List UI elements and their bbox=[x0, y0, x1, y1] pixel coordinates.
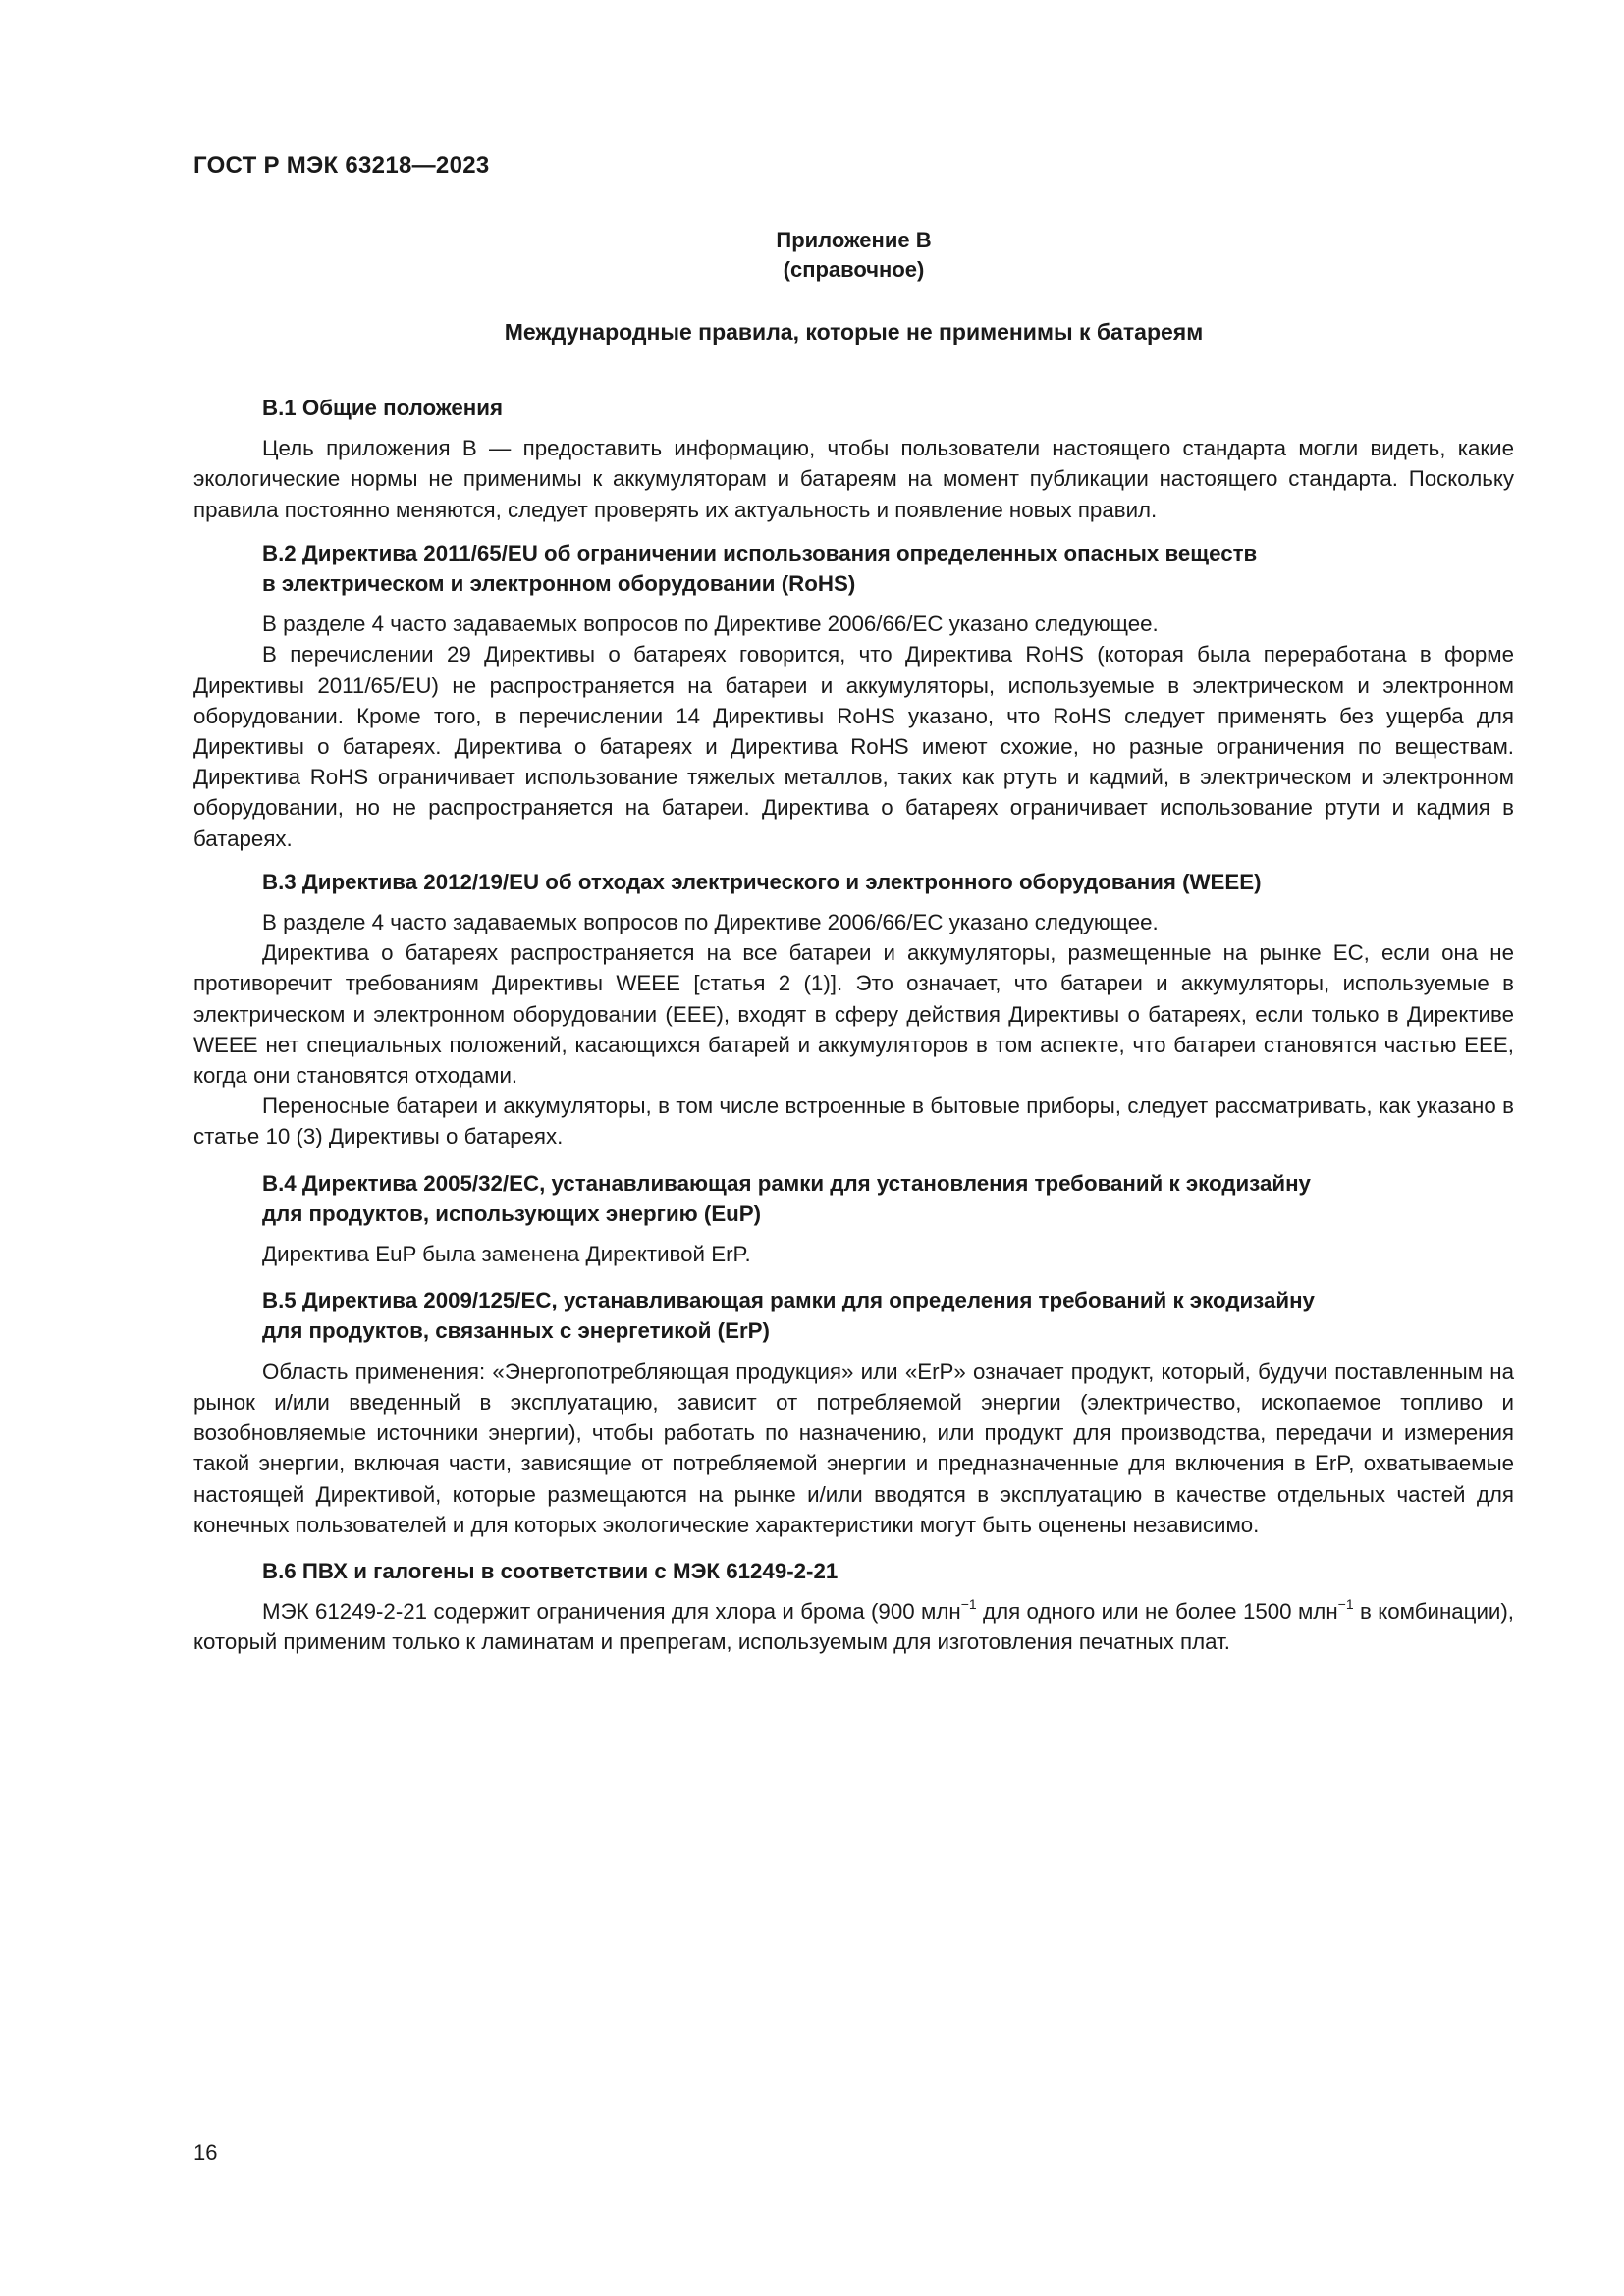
section-title: B.1 Общие положения bbox=[262, 396, 503, 420]
section-b6 bbox=[193, 1556, 1514, 1658]
superscript: −1 bbox=[1337, 1595, 1354, 1612]
page-number: 16 bbox=[193, 2140, 218, 2164]
section-title-line: для продуктов, связанных с энергетикой (ErP) bbox=[262, 1318, 770, 1344]
document-body bbox=[193, 393, 1514, 1658]
annex-status: (справочное) bbox=[783, 257, 925, 282]
section-title-line: B.5 Директива 2009/125/ЕС, устанавливающая рамки для определения требований к экодизайну bbox=[262, 1288, 1315, 1313]
section-title: B.3 Директива 2012/19/EU об отходах электрического и электронного оборудования (WEEE) bbox=[262, 869, 1262, 894]
paragraph: Директива EuP была заменена Директивой ErP. bbox=[262, 1242, 751, 1267]
superscript: −1 bbox=[960, 1595, 977, 1612]
section-title-line: для продуктов, использующих энергию (EuP) bbox=[262, 1201, 762, 1226]
paragraph: В разделе 4 часто задаваемых вопросов по Директиве 2006/66/ЕС указано следующее. bbox=[262, 910, 1159, 935]
annex-title: Международные правила, которые не применимы к батареям bbox=[504, 319, 1204, 345]
annex-label: Приложение B bbox=[776, 228, 932, 252]
paragraph-text: для одного или не более 1500 млн bbox=[976, 1599, 1338, 1625]
paragraph: В перечислении 29 Директивы о батареях говорится, что Директива RoHS (которая была переработана в форме Директивы 2011/65/EU) не распространяется на батареи и аккумуляторы, используемые в электрическом и электронном оборудовании. Кроме того, в перечислении 14 Директивы RoHS указано, что RoHS следует применять без ущерба для Директивы о батареях. Директива о батареях и Директива RoHS имеют схожие, но разные ограничения по веществам. Директива RoHS ограничивает использование тяжелых металлов, таких как ртуть и кадмий, в электрическом и электронном оборудовании, но не распространяется на батареи. Директива о батареях ограничивает использование ртути и кадмия в батареях. bbox=[193, 642, 1514, 851]
paragraph: Цель приложения B — предоставить информацию, чтобы пользователи настоящего стандарта могли видеть, какие экологические нормы не применимы к аккумуляторам и батареям на момент публикации настоящего стандарта. Поскольку правила постоянно меняются, следует проверять их актуальность и появление новых правил. bbox=[193, 436, 1514, 522]
paragraph: Директива о батареях распространяется на все батареи и аккумуляторы, размещенные на рынке ЕС, если она не противоречит требованиям Директивы WEEE [статья 2 (1)]. Это означает, что батареи и аккумуляторы, используемые в электрическом и электронном оборудовании (ЕЕЕ), входят в сферу действия Директивы о батареях, если только в Директиве WEEE нет специальных положений, касающихся батарей и аккумуляторов в том аспекте, что батареи становятся частью ЕЕЕ, когда они становятся отходами. bbox=[193, 940, 1514, 1089]
paragraph: Область применения: «Энергопотребляющая продукция» или «ErP» означает продукт, который, будучи поставленным на рынок и/или введенный в эксплуатацию, зависит от потребляемой энергии (электричество, ископаемое топливо и возобновляемые источники энергии), чтобы работать по назначению, или продукт для производства, передачи и измерения такой энергии, включая части, зависящие от потребляемой энергии и предназначенные для включения в ErP, охватываемые настоящей Директивой, которые размещаются на рынке и/или вводятся в эксплуатацию в качестве отдельных частей для конечных пользователей и для которых экологические характеристики могут быть оценены независимо. bbox=[193, 1359, 1514, 1537]
section-b5 bbox=[193, 1285, 1514, 1540]
section-b4 bbox=[193, 1168, 1514, 1270]
section-b1 bbox=[193, 393, 1514, 525]
section-title-line: B.2 Директива 2011/65/EU об ограничении использования определенных опасных веществ bbox=[262, 540, 1258, 565]
paragraph-text: МЭК 61249-2-21 содержит ограничения для хлора и брома (900 млн bbox=[262, 1599, 961, 1625]
paragraph: Переносные батареи и аккумуляторы, в том числе встроенные в бытовые приборы, следует рассматривать, как указано в статье 10 (3) Директивы о батареях. bbox=[193, 1094, 1514, 1149]
section-title bbox=[193, 538, 1514, 599]
standard-code: ГОСТ Р МЭК 63218—2023 bbox=[193, 152, 490, 179]
paragraph-text: в комбинации), который применим только к ламинатам и препрегам, используемым для изготовления печатных плат. bbox=[193, 1599, 1514, 1655]
section-b3 bbox=[193, 867, 1514, 1152]
section-title bbox=[193, 1168, 1514, 1229]
paragraph bbox=[193, 1596, 1514, 1657]
section-title: B.6 ПВХ и галогены в соответствии с МЭК 61249-2-21 bbox=[262, 1558, 839, 1583]
section-b2 bbox=[193, 538, 1514, 854]
paragraph: В разделе 4 часто задаваемых вопросов по Директиве 2006/66/ЕС указано следующее. bbox=[262, 612, 1159, 637]
section-title-line: B.4 Директива 2005/32/ЕС, устанавливающая рамки для установления требований к экодизайну bbox=[262, 1170, 1311, 1196]
section-title bbox=[193, 1285, 1514, 1346]
annex-heading bbox=[193, 226, 1514, 285]
section-title-line: в электрическом и электронном оборудовании (RoHS) bbox=[262, 571, 856, 597]
